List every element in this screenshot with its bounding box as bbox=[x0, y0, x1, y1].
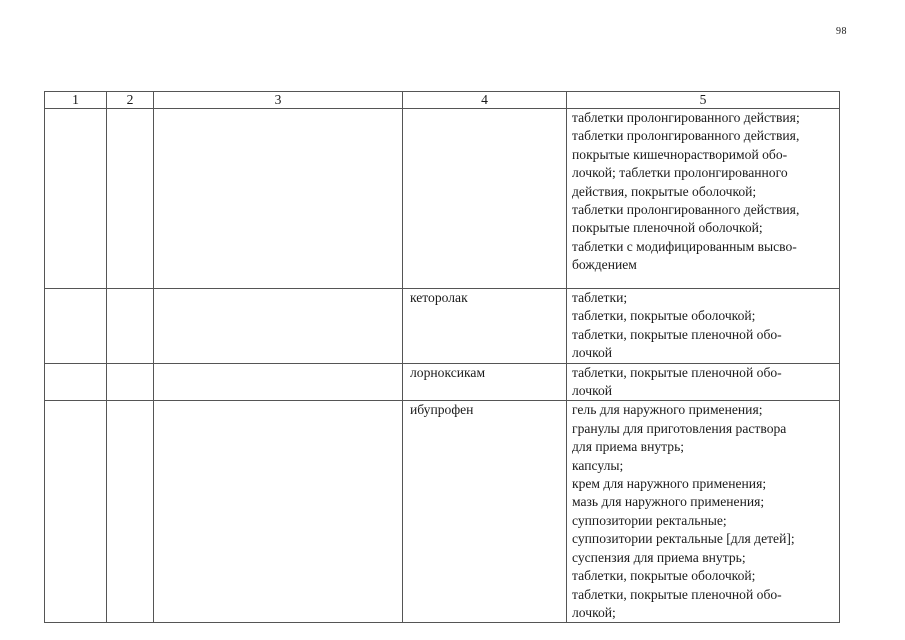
dosage-form-line: таблетки, покрытые оболочкой; bbox=[572, 308, 756, 324]
column-header-2: 2 bbox=[107, 92, 154, 109]
dosage-form-line: лочкой; bbox=[572, 604, 616, 620]
drug-name-cell: ибупрофен bbox=[403, 401, 567, 623]
dosage-form-line: таблетки пролонгированного действия, bbox=[572, 202, 800, 218]
drug-table bbox=[44, 91, 840, 623]
dosage-form-line: суспензия для приема внутрь; bbox=[572, 549, 746, 565]
dosage-form-line: лочкой bbox=[572, 345, 613, 361]
cell-col-3 bbox=[154, 401, 403, 623]
table-row bbox=[45, 363, 840, 401]
column-header-1: 1 bbox=[45, 92, 107, 109]
drug-name-cell: лорноксикам bbox=[403, 363, 567, 401]
table-row bbox=[45, 109, 840, 289]
dosage-form-line: таблетки, покрытые оболочкой; bbox=[572, 568, 756, 584]
dosage-form-line: лочкой bbox=[572, 383, 613, 399]
dosage-form-line: таблетки, покрытые пленочной обо- bbox=[572, 364, 782, 380]
dosage-form-line: суппозитории ректальные [для детей]; bbox=[572, 531, 795, 547]
cell-col-1 bbox=[45, 401, 107, 623]
table-header-row bbox=[45, 92, 840, 109]
drug-name-cell: кеторолак bbox=[403, 289, 567, 364]
dosage-form-line: для приема внутрь; bbox=[572, 439, 685, 455]
column-header-4: 4 bbox=[403, 92, 567, 109]
column-header-3: 3 bbox=[154, 92, 403, 109]
drug-name-cell bbox=[403, 109, 567, 289]
table-row bbox=[45, 401, 840, 623]
dosage-forms-cell bbox=[567, 363, 840, 401]
table-body bbox=[45, 109, 840, 623]
cell-col-2 bbox=[107, 289, 154, 364]
dosage-form-line: таблетки пролонгированного действия, bbox=[572, 128, 800, 144]
dosage-form-line: таблетки с модифицированным высво- bbox=[572, 238, 797, 254]
column-header-5: 5 bbox=[567, 92, 840, 109]
dosage-form-line: гель для наружного применения; bbox=[572, 402, 763, 418]
dosage-form-line: бождением bbox=[572, 257, 637, 273]
cell-col-3 bbox=[154, 289, 403, 364]
dosage-form-line: лочкой; таблетки пролонгированного bbox=[572, 165, 788, 181]
dosage-form-line: крем для наружного применения; bbox=[572, 476, 767, 492]
dosage-forms-cell bbox=[567, 401, 840, 623]
cell-col-3 bbox=[154, 109, 403, 289]
dosage-form-line: таблетки пролонгированного действия; bbox=[572, 110, 800, 125]
dosage-forms-cell bbox=[567, 109, 840, 289]
dosage-form-line: мазь для наружного применения; bbox=[572, 494, 765, 510]
table-row bbox=[45, 289, 840, 364]
dosage-form-line: покрытые кишечнорастворимой обо- bbox=[572, 146, 788, 162]
cell-col-2 bbox=[107, 363, 154, 401]
dosage-forms-cell bbox=[567, 289, 840, 364]
cell-col-2 bbox=[107, 109, 154, 289]
dosage-form-line: капсулы; bbox=[572, 457, 624, 473]
cell-col-1 bbox=[45, 363, 107, 401]
page-number: 98 bbox=[836, 26, 847, 37]
dosage-form-line: суппозитории ректальные; bbox=[572, 512, 727, 528]
cell-col-1 bbox=[45, 109, 107, 289]
cell-col-2 bbox=[107, 401, 154, 623]
dosage-form-line: гранулы для приготовления раствора bbox=[572, 420, 787, 436]
dosage-form-line: действия, покрытые оболочкой; bbox=[572, 183, 757, 199]
dosage-form-line: таблетки, покрытые пленочной обо- bbox=[572, 586, 782, 602]
cell-col-3 bbox=[154, 363, 403, 401]
dosage-form-line: покрытые пленочной оболочкой; bbox=[572, 220, 763, 236]
dosage-form-line: таблетки, покрытые пленочной обо- bbox=[572, 326, 782, 342]
cell-col-1 bbox=[45, 289, 107, 364]
dosage-form-line: таблетки; bbox=[572, 290, 628, 305]
